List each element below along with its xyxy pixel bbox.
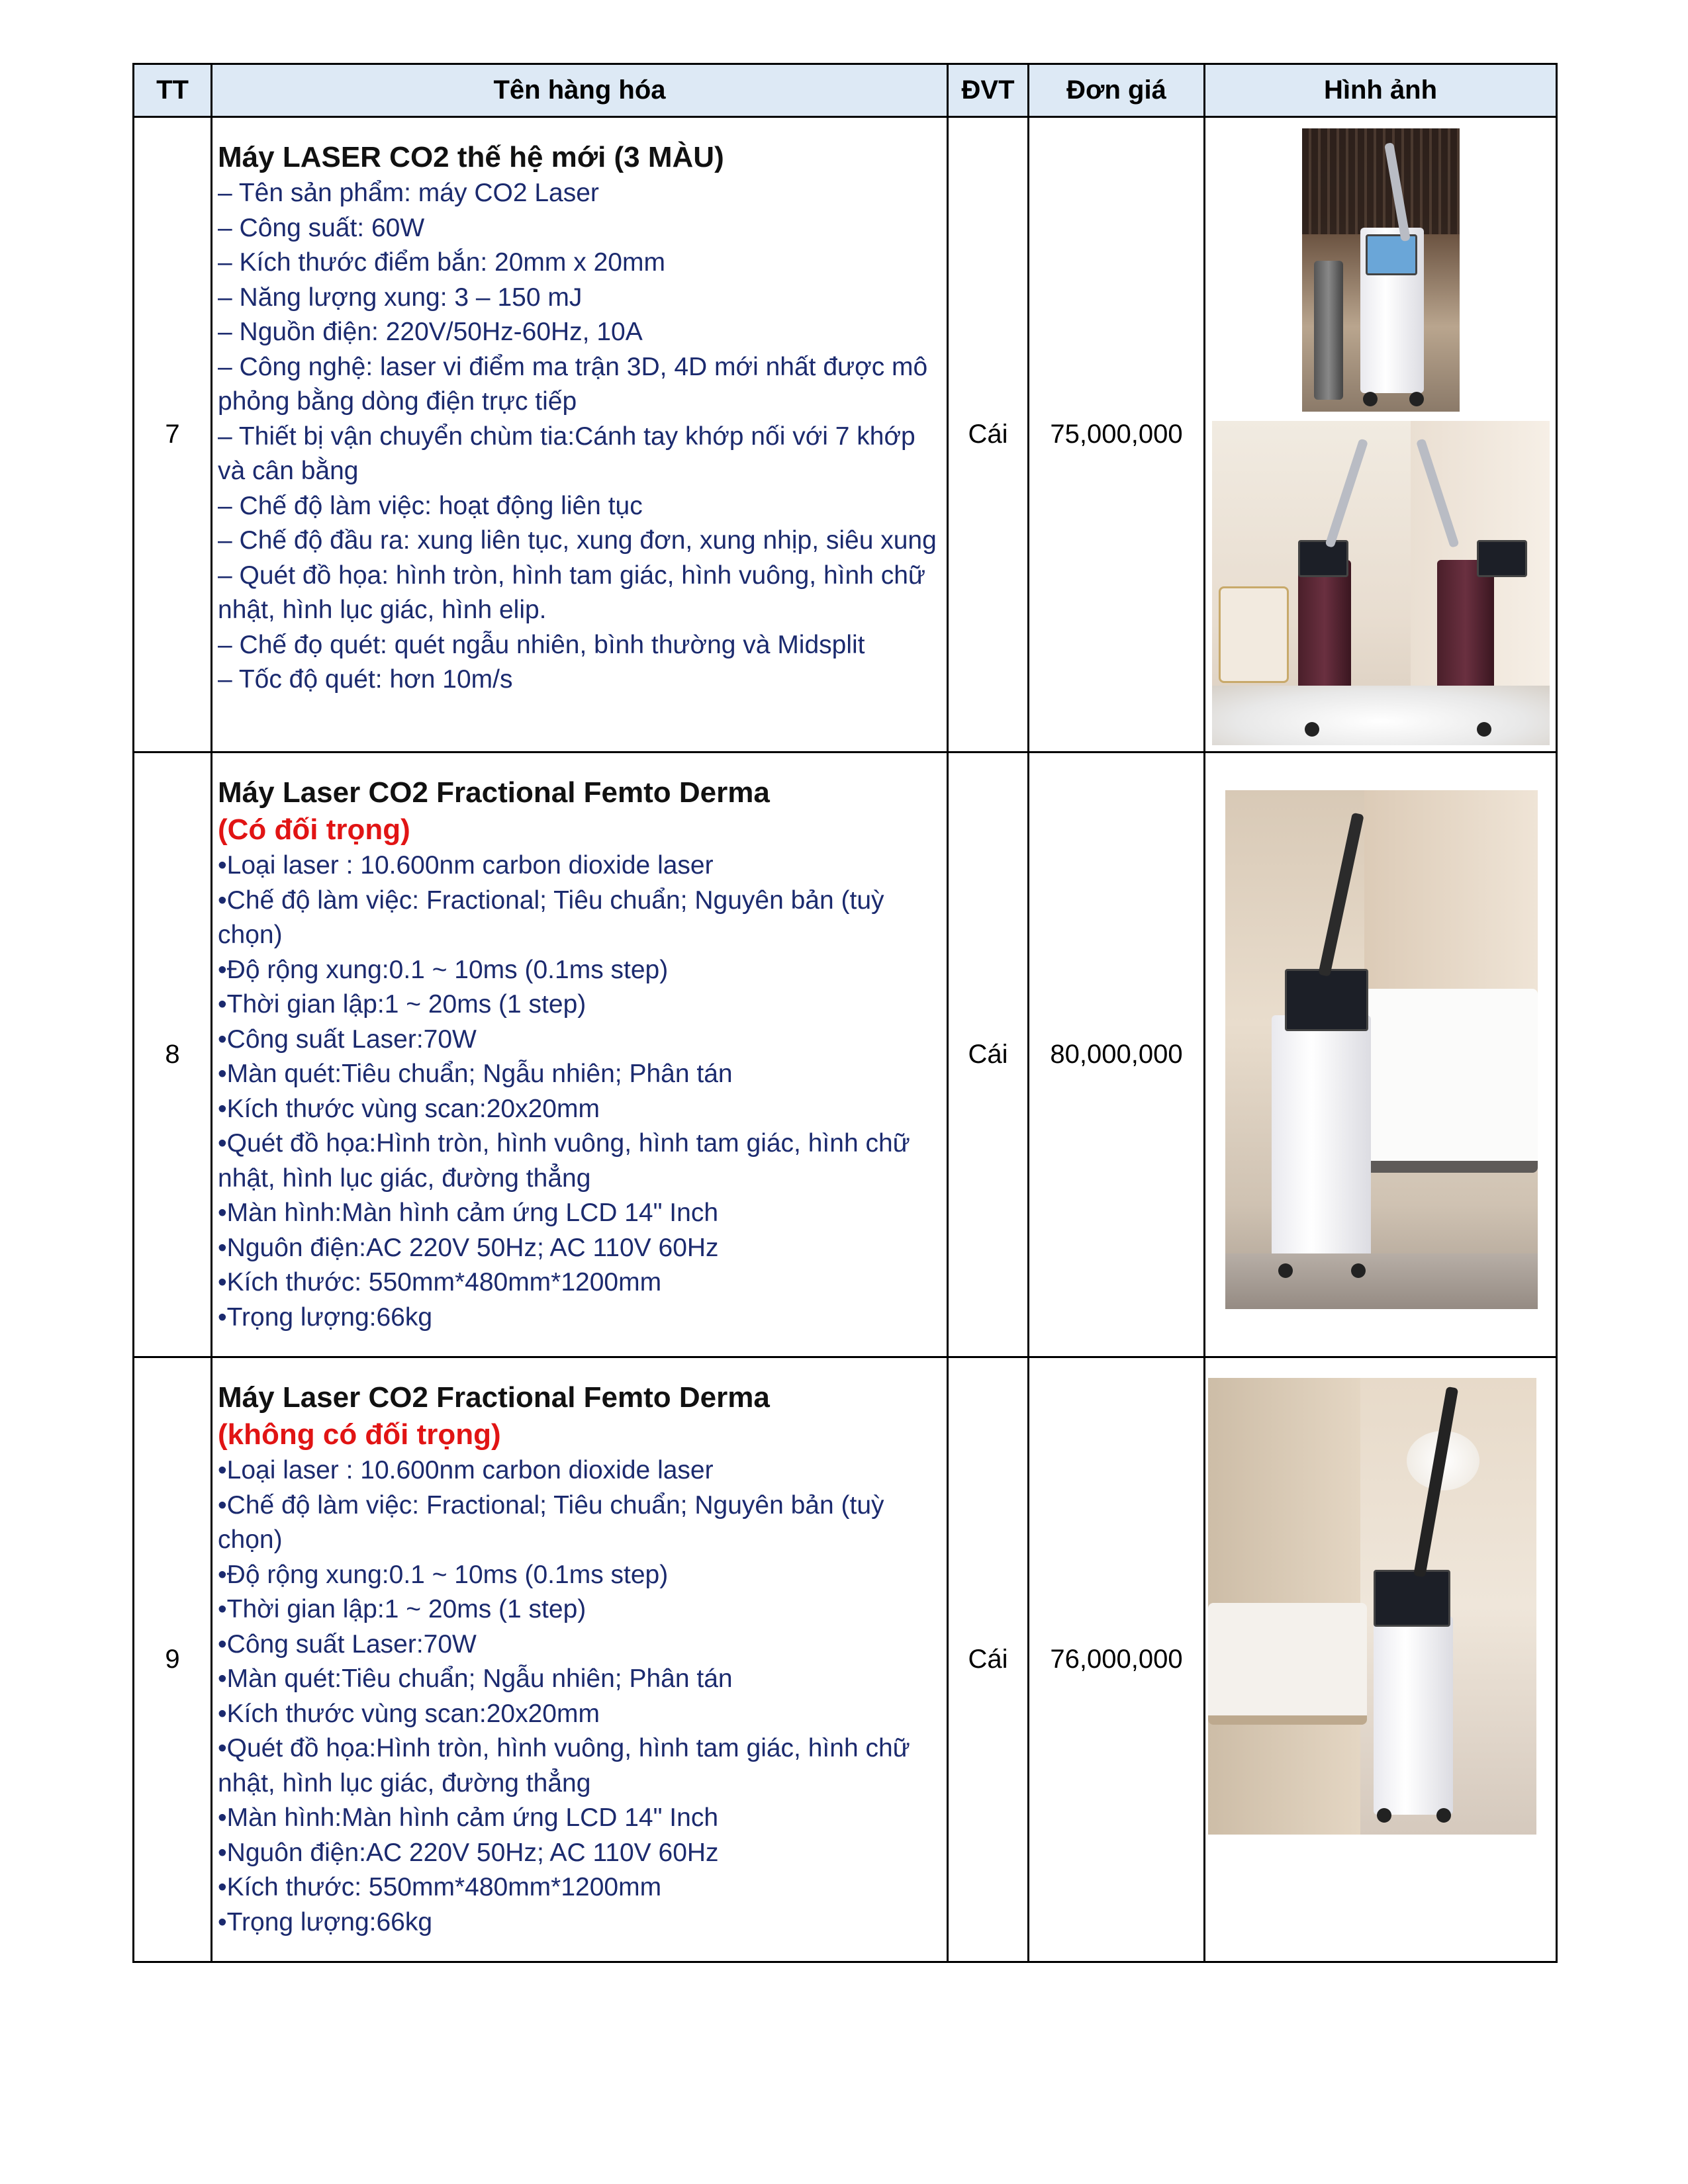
- spec-line: •Thời gian lập:1 ~ 20ms (1 step): [218, 1595, 586, 1623]
- header-price: Đơn giá: [1029, 64, 1205, 117]
- spec-line: •Nguôn điện:AC 220V 50Hz; AC 110V 60Hz: [218, 1838, 719, 1867]
- spec-line: •Thời gian lập:1 ~ 20ms (1 step): [218, 990, 586, 1019]
- spec-line: •Công suất Laser:70W: [218, 1024, 477, 1054]
- spec-line: – Công nghệ: laser vi điểm ma trận 3D, 4D mới nhất được mô phỏng bằng dòng điện trực tiếp: [218, 352, 928, 416]
- header-tt: TT: [134, 64, 212, 117]
- spec-line: •Chế độ làm việc: Fractional; Tiêu chuẩn; Nguyên bản (tuỳ chọn): [218, 886, 884, 949]
- product-photo: [1225, 790, 1538, 1309]
- image-cell: [1205, 752, 1557, 1357]
- spec-line: – Tốc độ quét: hơn 10m/s: [218, 665, 513, 694]
- product-photo: [1212, 421, 1550, 745]
- spec-line: – Chế đọ quét: quét ngẫu nhiên, bình thường và Midsplit: [218, 630, 865, 659]
- product-description: [212, 752, 948, 1357]
- table-row: [134, 1357, 1557, 1962]
- spec-line: •Công suất Laser:70W: [218, 1629, 477, 1659]
- header-unit: ĐVT: [948, 64, 1029, 117]
- unit-cell: Cái: [948, 117, 1029, 752]
- price-table: [132, 63, 1558, 1963]
- spec-line: •Loại laser : 10.600nm carbon dioxide laser: [218, 1456, 714, 1484]
- product-photo: [1302, 128, 1460, 412]
- spec-line: – Chế độ đầu ra: xung liên tục, xung đơn, xung nhịp, siêu xung: [218, 526, 937, 555]
- spec-line: – Năng lượng xung: 3 – 150 mJ: [218, 283, 583, 312]
- header-row: [134, 64, 1557, 117]
- product-note: (không có đối trọng): [218, 1418, 501, 1451]
- product-description: [212, 1357, 948, 1962]
- unit-cell: Cái: [948, 752, 1029, 1357]
- row-number: 7: [134, 117, 212, 752]
- spec-line: – Tên sản phẩm: máy CO2 Laser: [218, 179, 599, 207]
- spec-line: •Độ rộng xung:0.1 ~ 10ms (0.1ms step): [218, 955, 669, 984]
- spec-line: •Độ rộng xung:0.1 ~ 10ms (0.1ms step): [218, 1560, 669, 1589]
- spec-line: •Kích thước: 550mm*480mm*1200mm: [218, 1268, 662, 1297]
- price-cell: 76,000,000: [1029, 1357, 1205, 1962]
- header-image: Hình ảnh: [1205, 64, 1557, 117]
- spec-line: – Công suất: 60W: [218, 213, 425, 242]
- product-note: (Có đối trọng): [218, 813, 410, 846]
- product-title: Máy Laser CO2 Fractional Femto Derma: [218, 776, 770, 809]
- spec-line: – Thiết bị vận chuyển chùm tia:Cánh tay khớp nối với 7 khớp và cân bằng: [218, 422, 915, 485]
- spec-line: •Loại laser : 10.600nm carbon dioxide laser: [218, 851, 714, 880]
- spec-line: – Quét đồ họa: hình tròn, hình tam giác, hình vuông, hình chữ nhật, hình lục giác, hình elip.: [218, 561, 925, 624]
- spec-line: •Màn quét:Tiêu chuẩn; Ngẫu nhiên; Phân tán: [218, 1060, 733, 1088]
- spec-line: •Kích thước vùng scan:20x20mm: [218, 1094, 600, 1123]
- spec-line: •Nguôn điện:AC 220V 50Hz; AC 110V 60Hz: [218, 1233, 719, 1262]
- spec-line: •Kích thước vùng scan:20x20mm: [218, 1699, 600, 1728]
- row-number: 9: [134, 1357, 212, 1962]
- spec-line: •Kích thước: 550mm*480mm*1200mm: [218, 1873, 662, 1901]
- image-cell: [1205, 1357, 1557, 1962]
- spec-line: •Trọng lượng:66kg: [218, 1907, 433, 1936]
- spec-line: •Màn hình:Màn hình cảm ứng LCD 14" Inch: [218, 1803, 719, 1832]
- product-title: Máy LASER CO2 thế hệ mới (3 MÀU): [218, 141, 724, 173]
- spec-line: •Màn hình:Màn hình cảm ứng LCD 14" Inch: [218, 1199, 719, 1227]
- spec-line: – Chế độ làm việc: hoạt động liên tục: [218, 491, 643, 520]
- header-name: Tên hàng hóa: [212, 64, 948, 117]
- spec-line: •Quét đồ họa:Hình tròn, hình vuông, hình tam giác, hình chữ nhật, hình lục giác, đường thẳng: [218, 1734, 910, 1797]
- product-photo: [1208, 1378, 1536, 1835]
- product-title: Máy Laser CO2 Fractional Femto Derma: [218, 1381, 770, 1414]
- spec-line: •Trọng lượng:66kg: [218, 1302, 433, 1332]
- table-row: [134, 117, 1557, 752]
- spec-line: •Màn quét:Tiêu chuẩn; Ngẫu nhiên; Phân tán: [218, 1664, 733, 1693]
- row-number: 8: [134, 752, 212, 1357]
- price-cell: 80,000,000: [1029, 752, 1205, 1357]
- table-row: [134, 752, 1557, 1357]
- product-description: [212, 117, 948, 752]
- spec-line: •Chế độ làm việc: Fractional; Tiêu chuẩn; Nguyên bản (tuỳ chọn): [218, 1490, 884, 1554]
- spec-line: – Nguồn điện: 220V/50Hz-60Hz, 10A: [218, 318, 643, 346]
- image-cell: [1205, 117, 1557, 752]
- spec-line: •Quét đồ họa:Hình tròn, hình vuông, hình tam giác, hình chữ nhật, hình lục giác, đường thẳng: [218, 1129, 910, 1193]
- unit-cell: Cái: [948, 1357, 1029, 1962]
- price-cell: 75,000,000: [1029, 117, 1205, 752]
- spec-line: – Kích thước điểm bắn: 20mm x 20mm: [218, 248, 665, 277]
